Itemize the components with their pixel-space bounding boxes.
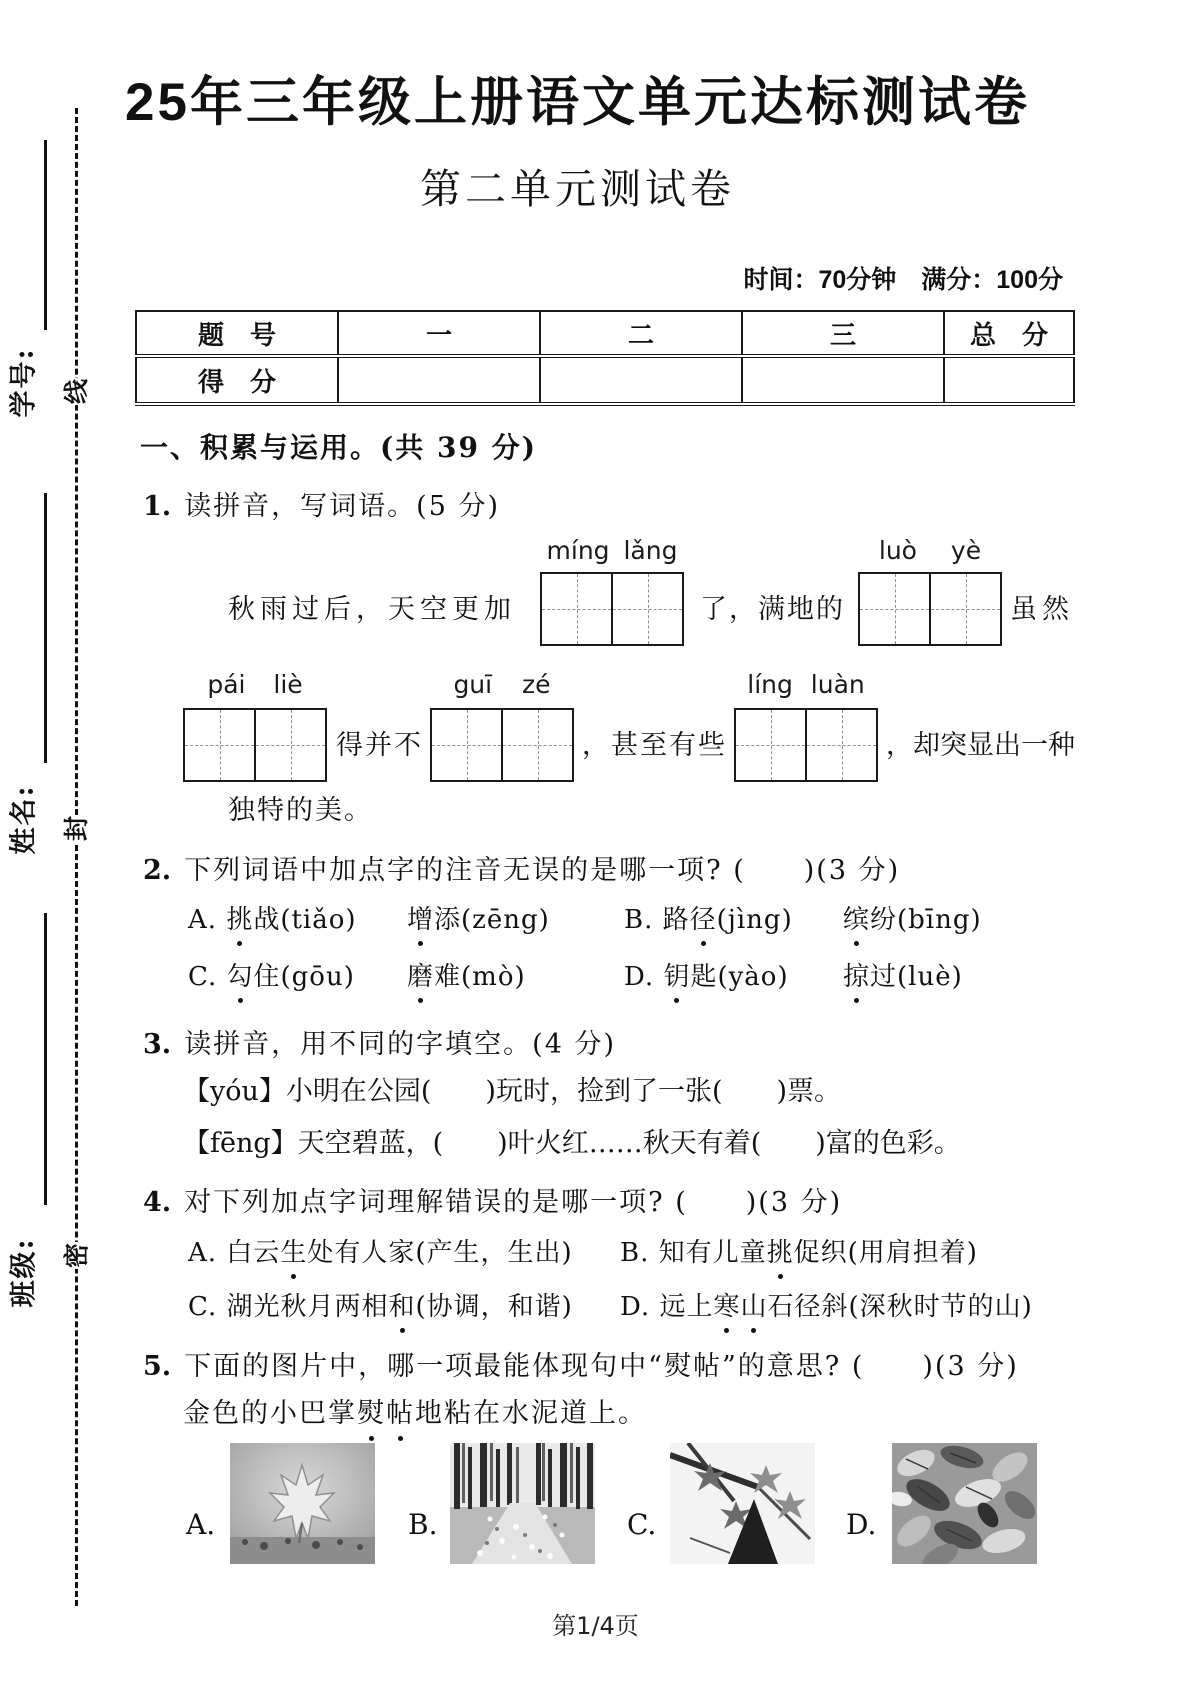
class-blank-line	[44, 913, 47, 1205]
writing-cell	[736, 710, 807, 780]
pinyin-label: pái liè	[207, 670, 303, 699]
exam-meta: 时间：70分钟 满分：100分	[743, 266, 1063, 294]
option-d-word2: 掠过(luè)	[843, 962, 963, 992]
option-a: A. 白云生处有人家(产生，生出)	[188, 1238, 573, 1268]
writing-cell	[613, 574, 682, 644]
option-d-word1: D. 钥匙(yào)	[624, 962, 789, 992]
question-number: 4.	[143, 1187, 172, 1218]
name-blank-line	[44, 493, 47, 763]
option-c-word2: 磨难(mò)	[407, 962, 526, 992]
seal-char-line: 线	[62, 378, 92, 405]
score-table-header-row	[136, 311, 1074, 356]
question-number: 2.	[143, 855, 172, 886]
score-table-header-cell: 二	[540, 311, 742, 356]
score-table-header-cell: 一	[338, 311, 540, 356]
question-3	[143, 1022, 616, 1061]
writing-box	[430, 708, 574, 782]
pinyin-label: guī zé	[453, 670, 551, 699]
page-number: 第1/4页	[552, 1612, 639, 1640]
writing-box	[540, 572, 684, 646]
option-a-word1: A. 挑战(tiǎo)	[188, 905, 357, 935]
option-a-photo-leaf-on-ground	[230, 1443, 375, 1564]
option-a-word2: 增添(zēng)	[407, 905, 550, 935]
writing-box	[858, 572, 1002, 646]
writing-box	[183, 708, 327, 782]
score-label-cell: 得 分	[136, 356, 338, 404]
section-heading: 一、积累与运用。(共 39 分)	[140, 431, 537, 464]
score-table-header-cell: 题 号	[136, 311, 338, 356]
score-value-cell	[742, 356, 944, 404]
option-b-word1: B. 路径(jìng)	[624, 905, 793, 935]
writing-cell	[542, 574, 613, 644]
option-a-label: A.	[186, 1508, 216, 1541]
sentence-fragment: 秋雨过后，天空更加	[228, 594, 516, 625]
sentence-fragment: 虽然	[1010, 594, 1074, 625]
page-subtitle: 第二单元测试卷	[420, 166, 735, 212]
question-4	[143, 1180, 842, 1219]
writing-cell	[503, 710, 572, 780]
sentence-fragment: 了，满地的	[700, 594, 845, 625]
sentence-fragment: ，却突显出一种	[886, 730, 1075, 761]
question-2	[143, 848, 900, 887]
question-prompt: 下列词语中加点字的注音无误的是哪一项? ( )(3 分)	[184, 855, 901, 886]
page-title: 25年三年级上册语文单元达标测试卷	[125, 73, 1030, 132]
question-prompt: 下面的图片中，哪一项最能体现句中“熨帖”的意思? ( )(3 分)	[184, 1351, 1019, 1382]
writing-cell	[432, 710, 503, 780]
option-c-photo-leaves-on-branch	[670, 1443, 815, 1564]
seal-dashed-line	[75, 108, 78, 1606]
pinyin-label: líng luàn	[747, 670, 865, 699]
writing-cell	[807, 710, 876, 780]
option-c-label: C.	[627, 1508, 657, 1541]
class-label: 班级:	[8, 1237, 40, 1308]
seal-char-mi: 密	[62, 1242, 92, 1269]
option-d-photo-leaf-pile	[892, 1443, 1037, 1564]
score-value-cell	[540, 356, 742, 404]
student-id-label: 学号:	[8, 347, 40, 418]
writing-cell	[860, 574, 931, 644]
option-b-word2: 缤纷(bīng)	[843, 905, 982, 935]
question-number: 5.	[143, 1351, 172, 1382]
question-number: 1.	[143, 491, 172, 522]
name-label: 姓名:	[8, 784, 40, 855]
pinyin-label: míng lǎng	[546, 536, 678, 565]
fill-in-line: 【fēng】天空碧蓝，( )叶火红……秋天有着( )富的色彩。	[183, 1128, 961, 1159]
question-prompt: 读拼音，用不同的字填空。(4 分)	[184, 1029, 617, 1060]
score-table-header-cell: 三	[742, 311, 944, 356]
score-table	[135, 310, 1075, 406]
score-value-cell	[338, 356, 540, 404]
writing-cell	[931, 574, 1000, 644]
option-c-word1: C. 勾住(gōu)	[188, 962, 355, 992]
question-1	[143, 484, 500, 523]
score-value-cell	[944, 356, 1074, 404]
sentence-fragment: 得并不	[336, 730, 423, 761]
question-number: 3.	[143, 1029, 172, 1060]
question-prompt: 读拼音，写词语。(5 分)	[184, 491, 501, 522]
option-b: B. 知有儿童挑促织(用肩担着)	[620, 1238, 978, 1268]
score-table-header-cell: 总 分	[944, 311, 1074, 356]
score-table-score-row	[136, 356, 1074, 404]
fill-in-line: 【yóu】小明在公园( )玩时，捡到了一张( )票。	[183, 1076, 842, 1107]
writing-cell	[185, 710, 256, 780]
option-c: C. 湖光秋月两相和(协调，和谐)	[188, 1292, 573, 1322]
question-prompt: 对下列加点字词理解错误的是哪一项? ( )(3 分)	[184, 1187, 843, 1218]
question-5	[143, 1344, 1019, 1383]
pinyin-label: luò yè	[878, 536, 982, 565]
sentence-fragment: 独特的美。	[228, 795, 373, 826]
example-sentence: 金色的小巴掌熨帖地粘在水泥道上。	[183, 1396, 647, 1432]
writing-box	[734, 708, 878, 782]
option-d-label: D.	[846, 1508, 877, 1541]
option-b-label: B.	[408, 1508, 438, 1541]
sentence-fragment: ，甚至有些	[582, 730, 727, 761]
writing-cell	[256, 710, 325, 780]
seal-char-feng: 封	[62, 815, 92, 842]
option-b-photo-leafy-path	[450, 1443, 595, 1564]
option-d: D. 远上寒山石径斜(深秋时节的山)	[620, 1292, 1033, 1322]
